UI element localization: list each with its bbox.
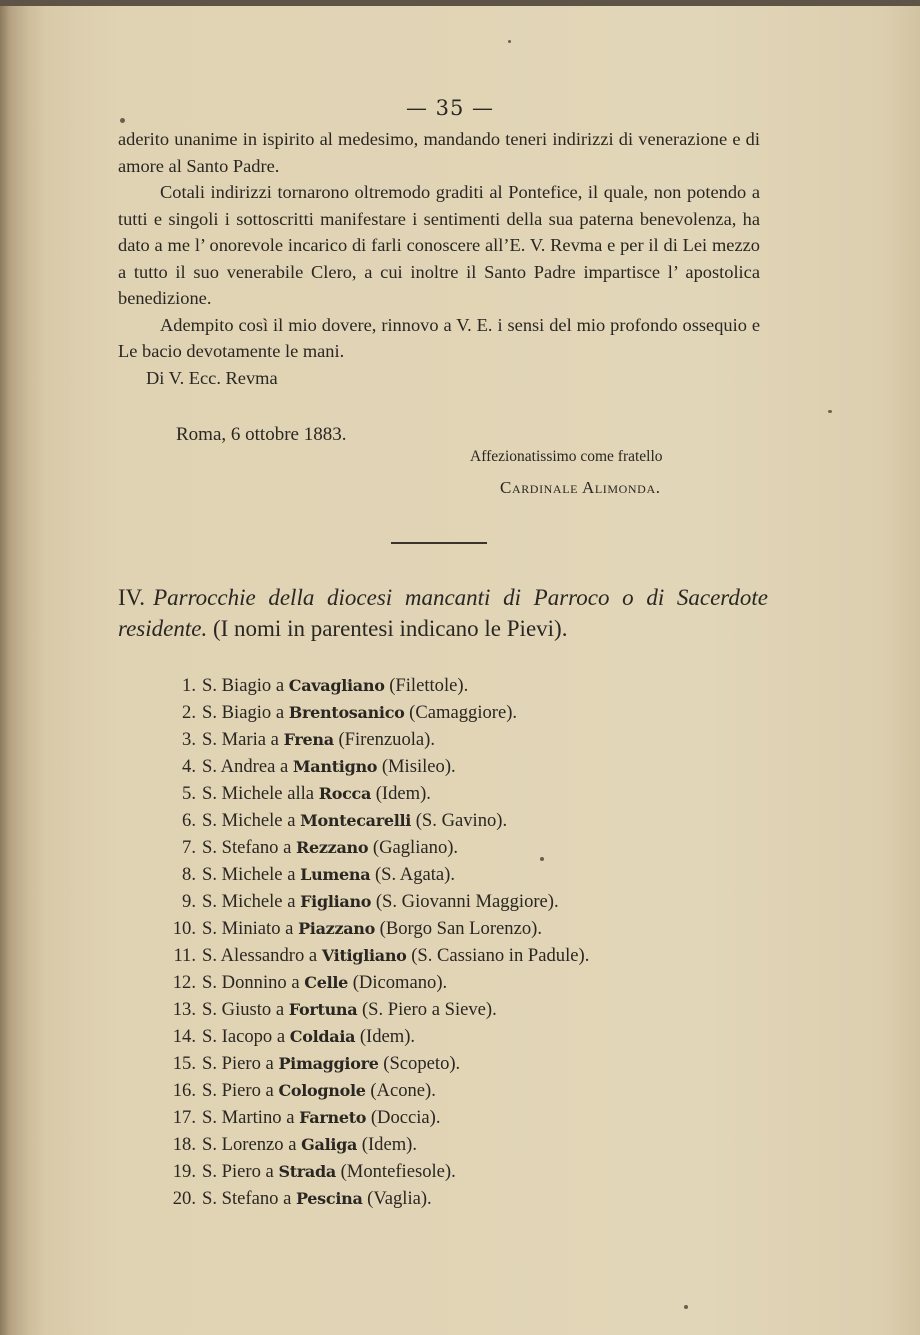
parish-number: 10.	[172, 918, 196, 939]
parish-place: Frena	[283, 730, 334, 749]
parish-pieve: (S. Agata).	[374, 864, 456, 885]
signature: Cardinale Alimonda.	[500, 478, 661, 497]
section-title: Parrocchie della diocesi mancanti di Parroco o di Sacerdote residente.	[118, 585, 768, 641]
parish-item	[150, 888, 770, 915]
parish-place: Mantigno	[292, 757, 378, 776]
parish-number: 20.	[172, 1188, 196, 1209]
parish-pieve: (Idem).	[359, 1026, 416, 1047]
section-heading	[118, 582, 768, 644]
parish-pieve: (S. Gavino).	[415, 810, 508, 831]
parish-church: S. Lorenzo a	[202, 1134, 297, 1155]
parish-number: 16.	[172, 1080, 196, 1101]
parish-church: S. Michele alla	[202, 783, 315, 804]
parish-pieve: (Idem).	[361, 1134, 418, 1155]
parish-church: S. Piero a	[202, 1080, 274, 1101]
parish-place: Rezzano	[296, 838, 369, 857]
section-number: IV.	[118, 585, 146, 610]
book-binding-shadow	[0, 0, 46, 1335]
letter-paragraph: aderito unanime in ispirito al medesimo, mandando teneri indirizzi di venerazione e di amore al Santo Padre.	[118, 129, 760, 176]
parish-item	[150, 807, 770, 834]
parish-church: S. Martino a	[202, 1107, 295, 1128]
parish-church: S. Alessandro a	[202, 945, 318, 966]
parish-number: 4.	[182, 756, 196, 777]
parish-number: 13.	[172, 999, 196, 1020]
parish-pieve: (Dicomano).	[352, 972, 448, 993]
parish-item	[150, 753, 770, 780]
parish-place: Piazzano	[298, 919, 375, 938]
parish-item	[150, 942, 770, 969]
parish-item	[150, 726, 770, 753]
parish-church: S. Michele a	[202, 891, 296, 912]
parish-place: Pescina	[296, 1189, 363, 1208]
parish-number: 11.	[173, 945, 196, 966]
section-note: (I nomi in parentesi indicano le Pievi).	[212, 616, 568, 641]
letter-closing: Affezionatissimo come fratello	[470, 448, 663, 465]
parish-place: Fortuna	[288, 1000, 358, 1019]
parish-church: S. Michele a	[202, 810, 296, 831]
parish-place: Cavagliano	[288, 676, 385, 695]
foxing-spot	[508, 40, 511, 43]
parish-pieve: (Borgo San Lorenzo).	[379, 918, 542, 939]
foxing-spot	[828, 410, 832, 413]
parish-item	[150, 996, 770, 1023]
parish-item	[150, 861, 770, 888]
parish-place: Colognole	[278, 1081, 366, 1100]
parish-pieve: (Firenzuola).	[338, 729, 435, 750]
parish-place: Montecarelli	[300, 811, 412, 830]
parish-place: Rocca	[318, 784, 372, 803]
parish-number: 6.	[182, 810, 196, 831]
parish-number: 3.	[182, 729, 196, 750]
parish-church: S. Stefano a	[202, 837, 292, 858]
foxing-spot	[120, 118, 125, 123]
parish-church: S. Biagio a	[202, 675, 285, 696]
parish-item	[150, 1131, 770, 1158]
parish-church: S. Michele a	[202, 864, 296, 885]
parish-pieve: (Doccia).	[370, 1107, 441, 1128]
parish-number: 7.	[182, 837, 196, 858]
parish-pieve: (Acone).	[370, 1080, 436, 1101]
parish-pieve: (Idem).	[375, 783, 431, 804]
parish-item	[150, 1077, 770, 1104]
parish-item	[150, 1104, 770, 1131]
parish-place: Pimaggiore	[278, 1054, 379, 1073]
parish-item	[150, 1185, 770, 1212]
parish-item	[150, 780, 770, 807]
parish-church: S. Iacopo a	[202, 1026, 286, 1047]
parish-pieve: (Scopeto).	[383, 1053, 461, 1074]
parish-item	[150, 834, 770, 861]
parish-place: Galiga	[301, 1135, 358, 1154]
letter-body	[118, 126, 760, 391]
parish-number: 19.	[172, 1161, 196, 1182]
parish-place: Figliano	[300, 892, 372, 911]
foxing-spot	[684, 1305, 688, 1309]
parish-number: 18.	[172, 1134, 196, 1155]
parish-number: 5.	[182, 783, 196, 804]
parish-church: S. Piero a	[202, 1053, 274, 1074]
parish-list	[150, 672, 770, 1212]
letter-salutation: Di V. Ecc. Revma	[146, 367, 278, 388]
parish-church: S. Giusto a	[202, 999, 285, 1020]
parish-item	[150, 969, 770, 996]
parish-church: S. Maria a	[202, 729, 279, 750]
parish-place: Strada	[278, 1162, 336, 1181]
parish-pieve: (Vaglia).	[367, 1188, 432, 1209]
parish-church: S. Miniato a	[202, 918, 294, 939]
parish-pieve: (Montefiesole).	[340, 1161, 456, 1182]
parish-place: Celle	[304, 973, 349, 992]
parish-pieve: (S. Cassiano in Padule).	[411, 945, 590, 966]
parish-item	[150, 1158, 770, 1185]
parish-pieve: (Misileo).	[381, 756, 456, 777]
parish-place: Lumena	[300, 865, 371, 884]
parish-item	[150, 1023, 770, 1050]
parish-item	[150, 699, 770, 726]
parish-church: S. Andrea a	[202, 756, 289, 777]
parish-number: 17.	[172, 1107, 196, 1128]
parish-number: 9.	[182, 891, 196, 912]
parish-pieve: (S. Piero a Sieve).	[361, 999, 497, 1020]
parish-number: 8.	[182, 864, 196, 885]
parish-pieve: (Camaggiore).	[409, 702, 518, 723]
parish-pieve: (Gagliano).	[372, 837, 459, 858]
parish-item	[150, 915, 770, 942]
parish-pieve: (S. Giovanni Maggiore).	[375, 891, 559, 912]
section-divider	[391, 542, 487, 544]
parish-pieve: (Filettole).	[389, 675, 469, 696]
parish-item	[150, 672, 770, 699]
parish-number: 15.	[172, 1053, 196, 1074]
place-date: Roma, 6 ottobre 1883.	[176, 424, 347, 445]
page-number: — 35 —	[405, 96, 495, 120]
parish-place: Brentosanico	[288, 703, 405, 722]
parish-number: 2.	[182, 702, 196, 723]
parish-number: 14.	[172, 1026, 196, 1047]
parish-place: Farneto	[299, 1108, 367, 1127]
parish-church: S. Donnino a	[202, 972, 300, 993]
parish-church: S. Biagio a	[202, 702, 285, 723]
parish-church: S. Piero a	[202, 1161, 274, 1182]
letter-paragraph: Adempito così il mio dovere, rinnovo a V. E. i sensi del mio profondo ossequio e Le bacio devotamente le mani.	[118, 314, 760, 361]
page-top-edge	[0, 0, 920, 6]
letter-paragraph: Cotali indirizzi tornarono oltremodo graditi al Pontefice, il quale, non potendo a tutti e singoli i sottoscritti manifestare i sentimenti della sua paterna benevolenza, ha dato a me l’ onorevole incarico di farli conoscere all’E. V. Revma e per il di Lei mezzo a tutto il suo venerabile Clero, a cui inoltre il Santo Padre impartisce l’ apostolica benedizione.	[118, 182, 760, 308]
parish-church: S. Stefano a	[202, 1188, 292, 1209]
parish-number: 1.	[182, 675, 196, 696]
parish-place: Coldaia	[289, 1027, 356, 1046]
parish-item	[150, 1050, 770, 1077]
parish-number: 12.	[172, 972, 196, 993]
parish-place: Vitigliano	[321, 946, 407, 965]
